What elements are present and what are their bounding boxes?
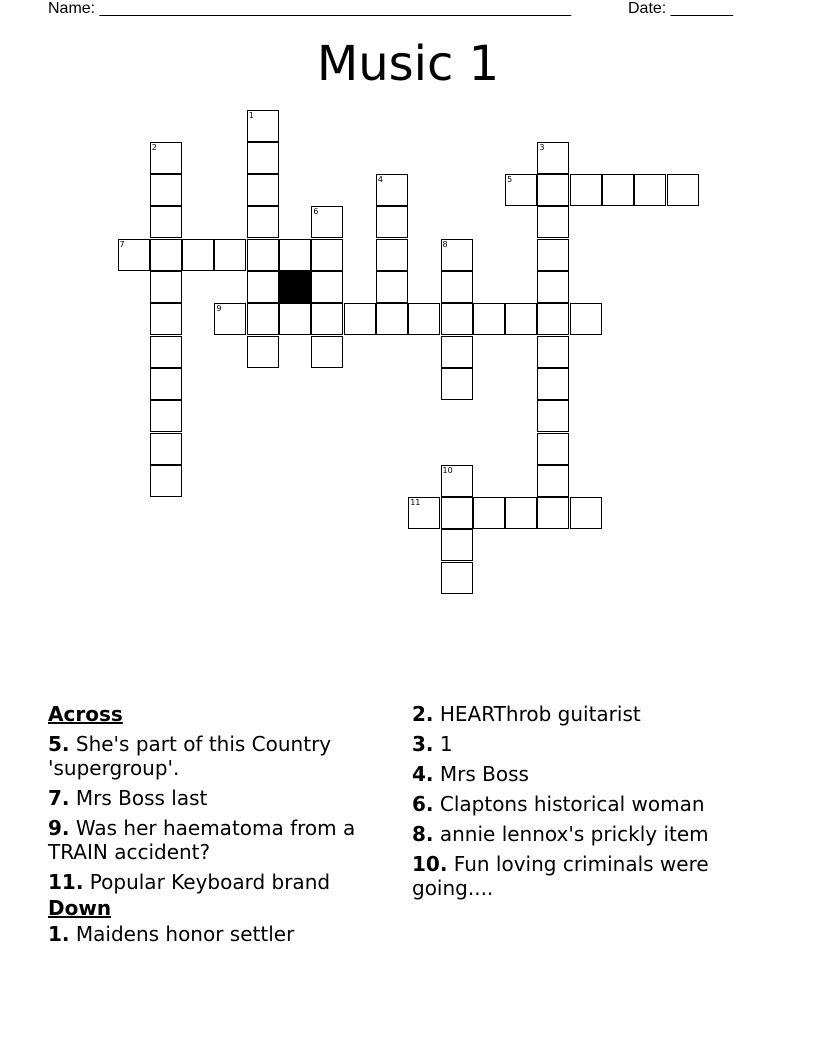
clue-text: HEARThrob guitarist — [433, 702, 641, 726]
grid-cell[interactable] — [182, 239, 214, 271]
grid-cell[interactable] — [537, 239, 569, 271]
grid-cell[interactable] — [150, 239, 182, 271]
clue-number: 1. — [48, 922, 70, 946]
grid-cell[interactable] — [505, 174, 537, 206]
grid-cell[interactable] — [344, 303, 376, 335]
clue-number: 4. — [412, 762, 434, 786]
grid-cell[interactable] — [537, 271, 569, 303]
grid-cell[interactable] — [473, 303, 505, 335]
grid-cell[interactable] — [376, 174, 408, 206]
grid-cell[interactable] — [150, 433, 182, 465]
clue-number-label: 6 — [313, 207, 319, 217]
clue-down-10 — [412, 852, 772, 900]
clue-down-2 — [412, 702, 772, 726]
clue-number: 3. — [412, 732, 434, 756]
grid-cell[interactable] — [150, 206, 182, 238]
grid-cell[interactable] — [473, 497, 505, 529]
grid-cell[interactable] — [214, 239, 246, 271]
grid-cell[interactable] — [214, 303, 246, 335]
clue-down-3 — [412, 732, 772, 756]
grid-cell[interactable] — [570, 303, 602, 335]
clue-number-label: 11 — [410, 498, 421, 508]
grid-cell[interactable] — [537, 465, 569, 497]
clue-down-4 — [412, 762, 772, 786]
clue-across-9 — [48, 816, 388, 864]
clue-text: Mrs Boss last — [69, 786, 208, 810]
grid-cell[interactable] — [376, 206, 408, 238]
clue-across-5 — [48, 732, 388, 780]
clue-number-label: 7 — [119, 239, 125, 249]
clue-text: Mrs Boss — [433, 762, 529, 786]
clue-text: Fun loving criminals were going.... — [412, 852, 709, 900]
grid-cell[interactable] — [537, 206, 569, 238]
grid-cell[interactable] — [311, 336, 343, 368]
clue-across-7 — [48, 786, 388, 810]
grid-cell[interactable] — [634, 174, 666, 206]
grid-cell[interactable] — [150, 142, 182, 174]
grid-cell[interactable] — [311, 271, 343, 303]
clue-number: 11. — [48, 870, 84, 894]
grid-cell[interactable] — [311, 206, 343, 238]
clue-number: 8. — [412, 822, 434, 846]
black-cell — [279, 271, 311, 303]
grid-cell[interactable] — [667, 174, 699, 206]
clue-number: 2. — [412, 702, 434, 726]
grid-cell[interactable] — [441, 465, 473, 497]
grid-cell[interactable] — [376, 239, 408, 271]
clue-number: 5. — [48, 732, 70, 756]
grid-cell[interactable] — [537, 400, 569, 432]
clue-number-label: 10 — [442, 465, 453, 475]
clue-across-11 — [48, 870, 388, 894]
date-field-line: Date: _______ — [628, 0, 733, 17]
clue-down-8 — [412, 822, 772, 846]
clue-text: Popular Keyboard brand — [83, 870, 331, 894]
grid-cell[interactable] — [441, 271, 473, 303]
clue-number: 10. — [412, 852, 448, 876]
grid-cell[interactable] — [247, 174, 279, 206]
grid-cell[interactable] — [279, 303, 311, 335]
grid-cell[interactable] — [537, 433, 569, 465]
grid-cell[interactable] — [441, 239, 473, 271]
grid-cell[interactable] — [505, 497, 537, 529]
grid-cell[interactable] — [247, 303, 279, 335]
grid-cell[interactable] — [247, 336, 279, 368]
grid-cell[interactable] — [150, 303, 182, 335]
grid-cell[interactable] — [537, 368, 569, 400]
clue-number-label: 5 — [507, 175, 513, 185]
clue-down-6 — [412, 792, 772, 816]
clue-number-label: 3 — [539, 142, 545, 152]
clue-number-label: 4 — [377, 175, 383, 185]
clue-text: Was her haematoma from a TRAIN accident? — [48, 816, 356, 864]
grid-cell[interactable] — [537, 303, 569, 335]
grid-cell[interactable] — [537, 142, 569, 174]
clues-column-right — [412, 702, 772, 906]
grid-cell[interactable] — [537, 174, 569, 206]
grid-cell[interactable] — [150, 174, 182, 206]
grid-cell[interactable] — [311, 303, 343, 335]
grid-cell[interactable] — [150, 465, 182, 497]
grid-cell[interactable] — [311, 239, 343, 271]
clue-text: 1 — [433, 732, 453, 756]
clue-text: annie lennox's prickly item — [433, 822, 709, 846]
across-heading: Across — [48, 702, 123, 726]
grid-cell[interactable] — [570, 497, 602, 529]
grid-cell[interactable] — [408, 303, 440, 335]
grid-cell[interactable] — [247, 142, 279, 174]
name-field-line: Name: _____________________________________________________ — [48, 0, 572, 17]
grid-cell[interactable] — [150, 368, 182, 400]
grid-cell[interactable] — [537, 497, 569, 529]
grid-cell[interactable] — [441, 497, 473, 529]
grid-cell[interactable] — [505, 303, 537, 335]
grid-cell[interactable] — [150, 271, 182, 303]
grid-cell[interactable] — [376, 303, 408, 335]
grid-cell[interactable] — [247, 206, 279, 238]
clue-number-label: 8 — [442, 239, 448, 249]
grid-cell[interactable] — [537, 336, 569, 368]
grid-cell[interactable] — [150, 336, 182, 368]
down-heading: Down — [48, 896, 112, 920]
clue-number-label: 9 — [216, 304, 222, 314]
grid-cell[interactable] — [247, 271, 279, 303]
grid-cell[interactable] — [441, 368, 473, 400]
grid-cell[interactable] — [441, 303, 473, 335]
clue-number: 6. — [412, 792, 434, 816]
clues-column-left — [48, 702, 388, 952]
clue-number: 7. — [48, 786, 70, 810]
grid-cell[interactable] — [150, 400, 182, 432]
clue-down-1 — [48, 922, 388, 946]
grid-cell[interactable] — [118, 239, 150, 271]
clue-text: She's part of this Country 'supergroup'. — [48, 732, 332, 780]
puzzle-title: Music 1 — [316, 36, 500, 92]
grid-cell[interactable] — [247, 239, 279, 271]
grid-cell[interactable] — [279, 239, 311, 271]
grid-cell[interactable] — [570, 174, 602, 206]
clue-number-label: 1 — [248, 110, 254, 120]
grid-cell[interactable] — [376, 271, 408, 303]
grid-cell[interactable] — [441, 562, 473, 594]
clue-number: 9. — [48, 816, 70, 840]
grid-cell[interactable] — [247, 110, 279, 142]
clue-text: Maidens honor settler — [69, 922, 295, 946]
clue-number-label: 2 — [151, 142, 157, 152]
clue-text: Claptons historical woman — [433, 792, 705, 816]
grid-cell[interactable] — [441, 529, 473, 561]
grid-cell[interactable] — [602, 174, 634, 206]
grid-cell[interactable] — [441, 336, 473, 368]
grid-cell[interactable] — [408, 497, 440, 529]
